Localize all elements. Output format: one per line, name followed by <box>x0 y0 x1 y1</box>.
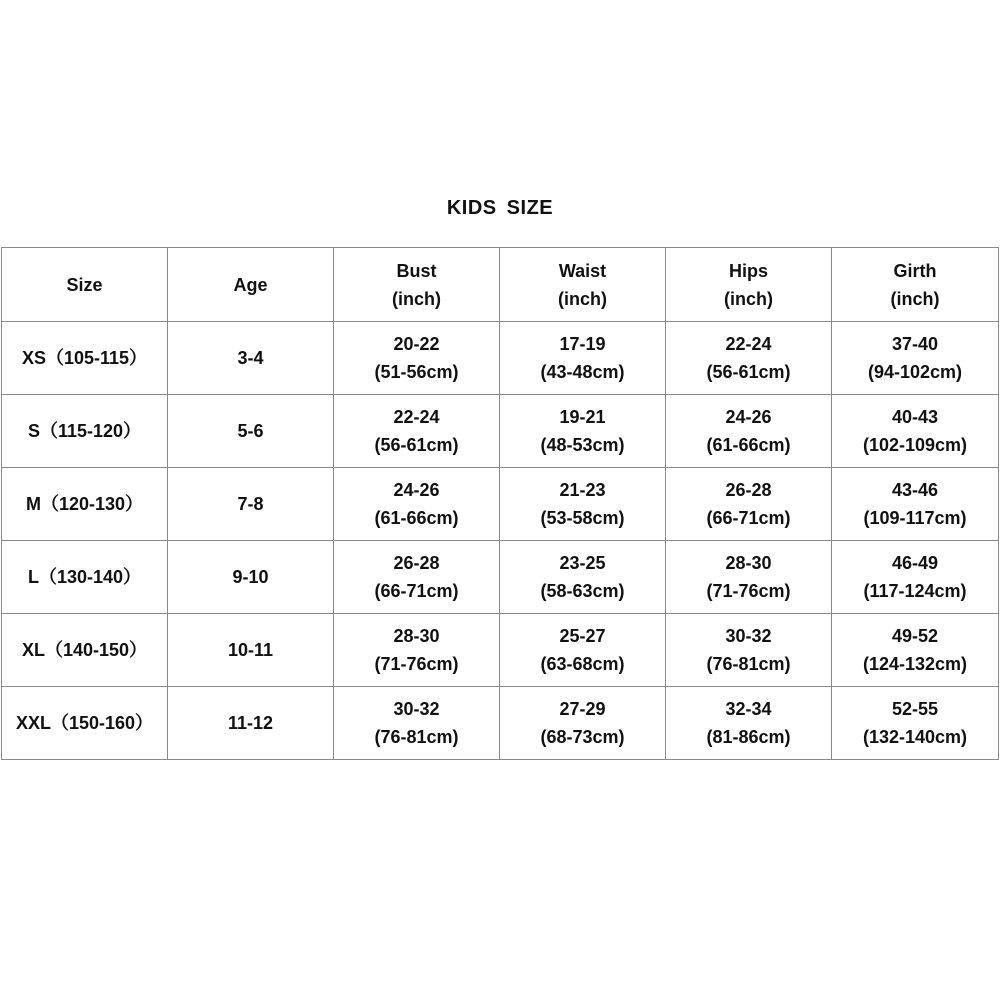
header-size: Size <box>2 248 168 322</box>
waist-cell: 21-23 (53-58cm) <box>500 468 666 541</box>
header-hips: Hips (inch) <box>666 248 832 322</box>
size-table <box>1 247 999 760</box>
girth-cell: 40-43 (102-109cm) <box>832 395 999 468</box>
age-cell: 7-8 <box>168 468 334 541</box>
bust-cell: 24-26 (61-66cm) <box>334 468 500 541</box>
waist-cell: 25-27 (63-68cm) <box>500 614 666 687</box>
header-bust: Bust (inch) <box>334 248 500 322</box>
girth-cell: 46-49 (117-124cm) <box>832 541 999 614</box>
waist-cell: 17-19 (43-48cm) <box>500 322 666 395</box>
girth-cell: 37-40 (94-102cm) <box>832 322 999 395</box>
girth-cell: 49-52 (124-132cm) <box>832 614 999 687</box>
size-cell: XS（105-115） <box>2 322 168 395</box>
hips-cell: 28-30 (71-76cm) <box>666 541 832 614</box>
header-waist: Waist (inch) <box>500 248 666 322</box>
chart-title: KIDS SIZE <box>446 197 554 219</box>
girth-cell: 52-55 (132-140cm) <box>832 687 999 760</box>
bust-cell: 28-30 (71-76cm) <box>334 614 500 687</box>
size-cell: L（130-140） <box>2 541 168 614</box>
bust-cell: 30-32 (76-81cm) <box>334 687 500 760</box>
table-row <box>2 614 999 687</box>
size-cell: M（120-130） <box>2 468 168 541</box>
hips-cell: 26-28 (66-71cm) <box>666 468 832 541</box>
header-girth: Girth (inch) <box>832 248 999 322</box>
table-row <box>2 687 999 760</box>
hips-cell: 30-32 (76-81cm) <box>666 614 832 687</box>
bust-cell: 22-24 (56-61cm) <box>334 395 500 468</box>
hips-cell: 32-34 (81-86cm) <box>666 687 832 760</box>
age-cell: 9-10 <box>168 541 334 614</box>
header-age: Age <box>168 248 334 322</box>
age-cell: 3-4 <box>168 322 334 395</box>
header-row <box>2 248 999 322</box>
table-row <box>2 468 999 541</box>
table-row <box>2 541 999 614</box>
hips-cell: 22-24 (56-61cm) <box>666 322 832 395</box>
size-cell: S（115-120） <box>2 395 168 468</box>
girth-cell: 43-46 (109-117cm) <box>832 468 999 541</box>
size-cell: XL（140-150） <box>2 614 168 687</box>
bust-cell: 26-28 (66-71cm) <box>334 541 500 614</box>
age-cell: 10-11 <box>168 614 334 687</box>
age-cell: 11-12 <box>168 687 334 760</box>
waist-cell: 19-21 (48-53cm) <box>500 395 666 468</box>
waist-cell: 27-29 (68-73cm) <box>500 687 666 760</box>
table-row <box>2 395 999 468</box>
table-row <box>2 322 999 395</box>
age-cell: 5-6 <box>168 395 334 468</box>
hips-cell: 24-26 (61-66cm) <box>666 395 832 468</box>
size-cell: XXL（150-160） <box>2 687 168 760</box>
waist-cell: 23-25 (58-63cm) <box>500 541 666 614</box>
bust-cell: 20-22 (51-56cm) <box>334 322 500 395</box>
